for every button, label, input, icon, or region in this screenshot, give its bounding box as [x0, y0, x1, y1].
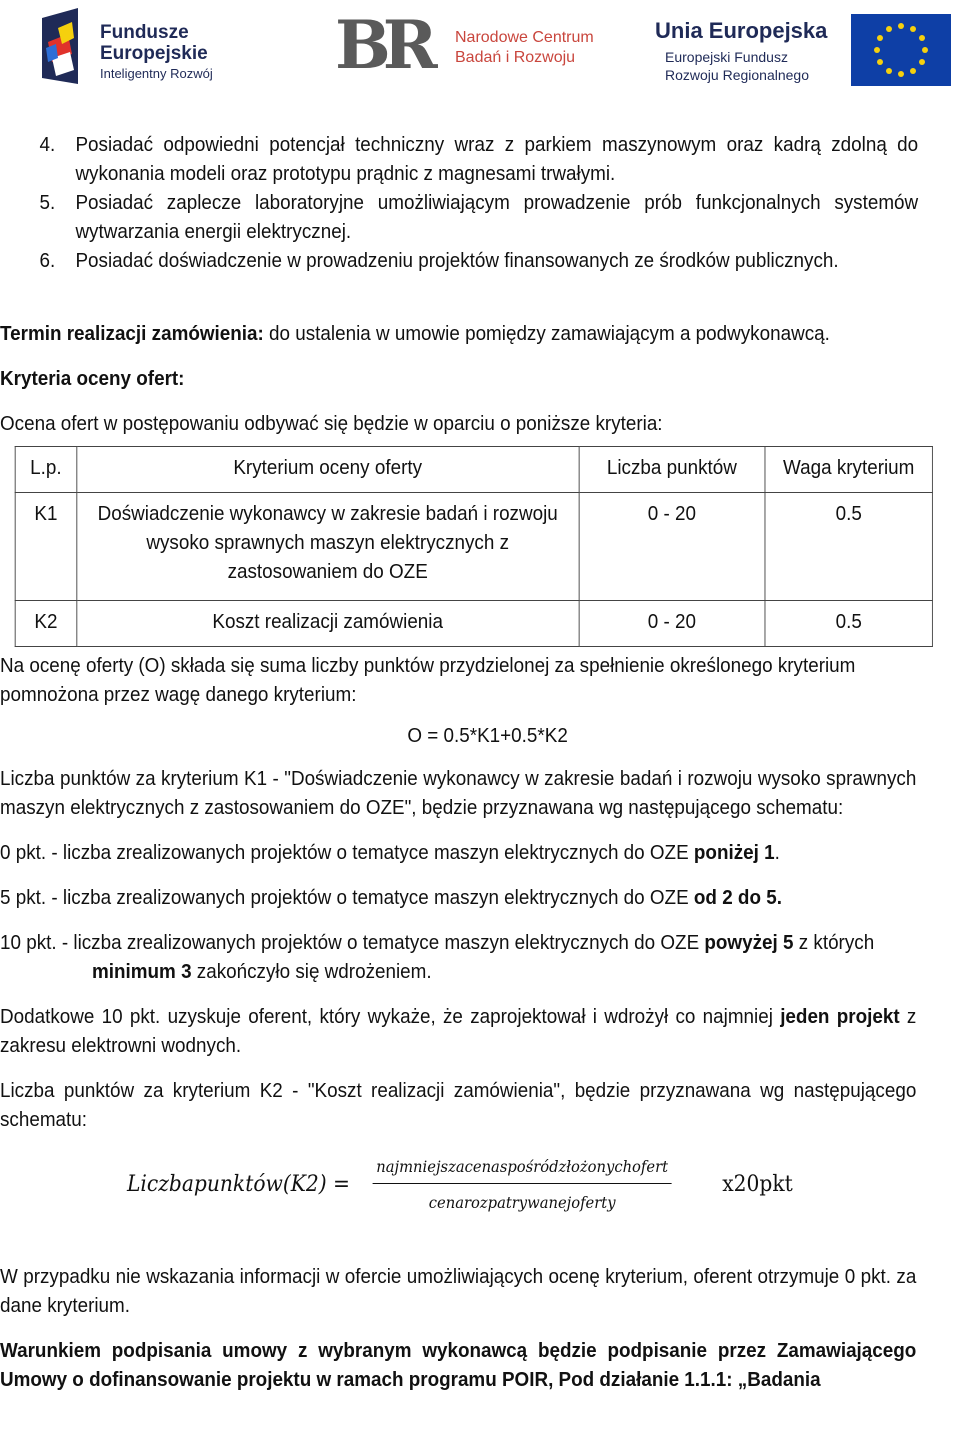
pkt0-bold: poniżej 1	[693, 841, 775, 864]
termin-paragraph	[0, 319, 918, 348]
ocena-intro: Ocena ofert w postępowaniu odbywać się będzie w oparciu o poniższe kryteria:	[0, 412, 663, 435]
list-number: 6.	[39, 249, 56, 272]
fe-emblem-icon	[38, 8, 98, 88]
table-row	[15, 493, 932, 601]
pkt10-bold: powyżej 5	[704, 931, 794, 954]
list-number: 4.	[39, 133, 56, 156]
table-header-cell: Waga kryterium	[765, 447, 932, 493]
table-cell: K1	[15, 493, 76, 601]
table-header-cell: Kryterium oceny oferty	[77, 447, 579, 493]
ncbr-name: Narodowe Centrum Badań i Rozwoju	[455, 29, 594, 66]
dodatkowe-text: Dodatkowe 10 pkt. uzyskuje oferent, który wykaże, że zaprojektował i wdrożył co najmniej	[0, 1005, 781, 1028]
brak-paragraph: W przypadku nie wskazania informacji w ofercie umożliwiających ocenę kryterium, oferent otrzymuje 0 pkt. za dane kryterium.	[0, 1265, 917, 1317]
criteria-table	[15, 446, 933, 647]
list-item	[0, 246, 918, 275]
table-cell: 0 - 20	[579, 493, 765, 601]
requirements-list	[0, 130, 918, 275]
table-cell: K2	[15, 601, 76, 647]
document-body	[0, 130, 919, 1394]
list-number: 5.	[39, 191, 56, 214]
pkt5-line	[0, 883, 918, 912]
table-header-row	[15, 447, 932, 493]
table-header-cell: L.p.	[15, 447, 76, 493]
list-item	[0, 188, 918, 246]
list-text: Posiadać zaplecze laboratoryjne umożliwiającym prowadzenie prób funkcjonalnych systemów wytwarzania energii elektrycznej.	[75, 191, 919, 243]
list-item	[0, 130, 918, 188]
table-cell: Koszt realizacji zamówienia	[77, 601, 579, 647]
pkt0-text: 0 pkt. - liczba zrealizowanych projektów o tematyce maszyn elektrycznych do OZE	[0, 841, 694, 864]
termin-label: Termin realizacji zamówienia:	[0, 322, 264, 345]
pkt0-line	[0, 838, 918, 867]
pkt10-text: 10 pkt. - liczba zrealizowanych projektów o tematyce maszyn elektrycznych do OZE	[0, 931, 705, 954]
fe-subtitle: Inteligentny Rozwój	[100, 66, 213, 81]
kryteria-title: Kryteria oceny ofert:	[0, 367, 185, 390]
k2-intro: Liczba punktów za kryterium K2 - "Koszt realizacji zamówienia", będzie przyznawana wg następującego schematu:	[0, 1079, 917, 1131]
fe-title: Fundusze Europejskie	[100, 22, 208, 64]
k2-formula	[0, 1152, 918, 1222]
dodatkowe-end: z zakresu elektrowni wodnych.	[0, 1005, 917, 1057]
table-cell: 0 - 20	[579, 601, 765, 647]
dodatkowe-bold: jeden projekt	[780, 1005, 900, 1028]
dodatkowe-paragraph	[0, 1002, 916, 1060]
ncbr-emblem-icon: BR	[335, 6, 430, 84]
suma-paragraph: Na ocenę oferty (O) składa się suma liczby punktów przydzielonej za spełnienie określonego kryterium pomnożona przez wagę danego kryterium:	[0, 654, 856, 706]
pkt5-text: 5 pkt. - liczba zrealizowanych projektów o tematyce maszyn elektrycznych do OZE	[0, 886, 694, 909]
page-header	[0, 0, 960, 100]
eu-flag-icon	[851, 14, 951, 86]
formula-rhs: x20pkt	[722, 1172, 793, 1197]
ue-logo	[655, 6, 955, 90]
pkt0-end: .	[774, 841, 780, 864]
pkt10-bold2: minimum 3	[92, 960, 192, 983]
ue-subtitle: Europejski Fundusz Rozwoju Regionalnego	[665, 49, 809, 83]
k1-intro: Liczba punktów za kryterium K1 - "Doświadczenie wykonawcy w zakresie badań i rozwoju wysoko sprawnych maszyn elektrycznych z zastosowaniem do OZE", będzie przyznawana wg następującego schematu:	[0, 767, 917, 819]
fundusze-europejskie-logo	[38, 6, 238, 90]
list-text: Posiadać odpowiedni potencjał techniczny wraz z parkiem maszynowym oraz kadrą zdolną do wykonania modeli oraz prototypu prądnic z magnesami trwałymi.	[75, 133, 919, 185]
formula-denominator: cenarozpatrywanejoferty	[428, 1193, 616, 1212]
table-cell: 0.5	[765, 493, 932, 601]
termin-text: do ustalenia w umowie pomiędzy zamawiającym a podwykonawcą.	[263, 322, 830, 345]
formula-fraction	[373, 1152, 672, 1217]
ncbr-logo	[335, 6, 595, 90]
table-header-cell: Liczba punktów	[579, 447, 765, 493]
ue-title: Unia Europejska	[655, 18, 828, 43]
list-text: Posiadać doświadczenie w prowadzeniu projektów finansowanych ze środków publicznych.	[75, 249, 839, 272]
table-cell: Doświadczenie wykonawcy w zakresie badań i rozwoju wysoko sprawnych maszyn elektrycznych z zastosowaniem do OZE	[77, 493, 579, 601]
pkt10-end: zakończyło się wdrożeniem.	[191, 960, 432, 983]
formula-lhs: Liczbapunktów(K2) =	[126, 1172, 351, 1197]
formula-numerator: najmniejszacenaspośródzłożonychofert	[373, 1152, 672, 1184]
score-formula: O = 0.5*K1+0.5*K2	[407, 724, 568, 747]
pkt10-text2: z których	[793, 931, 875, 954]
pkt10-line	[0, 928, 916, 986]
warunki-paragraph: Warunkiem podpisania umowy z wybranym wykonawcą będzie podpisanie przez Zamawiającego Umowy o dofinansowanie projektu w ramach programu POIR, Pod działanie 1.1.1: „Badania	[0, 1339, 917, 1391]
table-cell: 0.5	[765, 601, 932, 647]
pkt5-bold: od 2 do 5.	[693, 886, 782, 909]
table-row	[15, 601, 932, 647]
